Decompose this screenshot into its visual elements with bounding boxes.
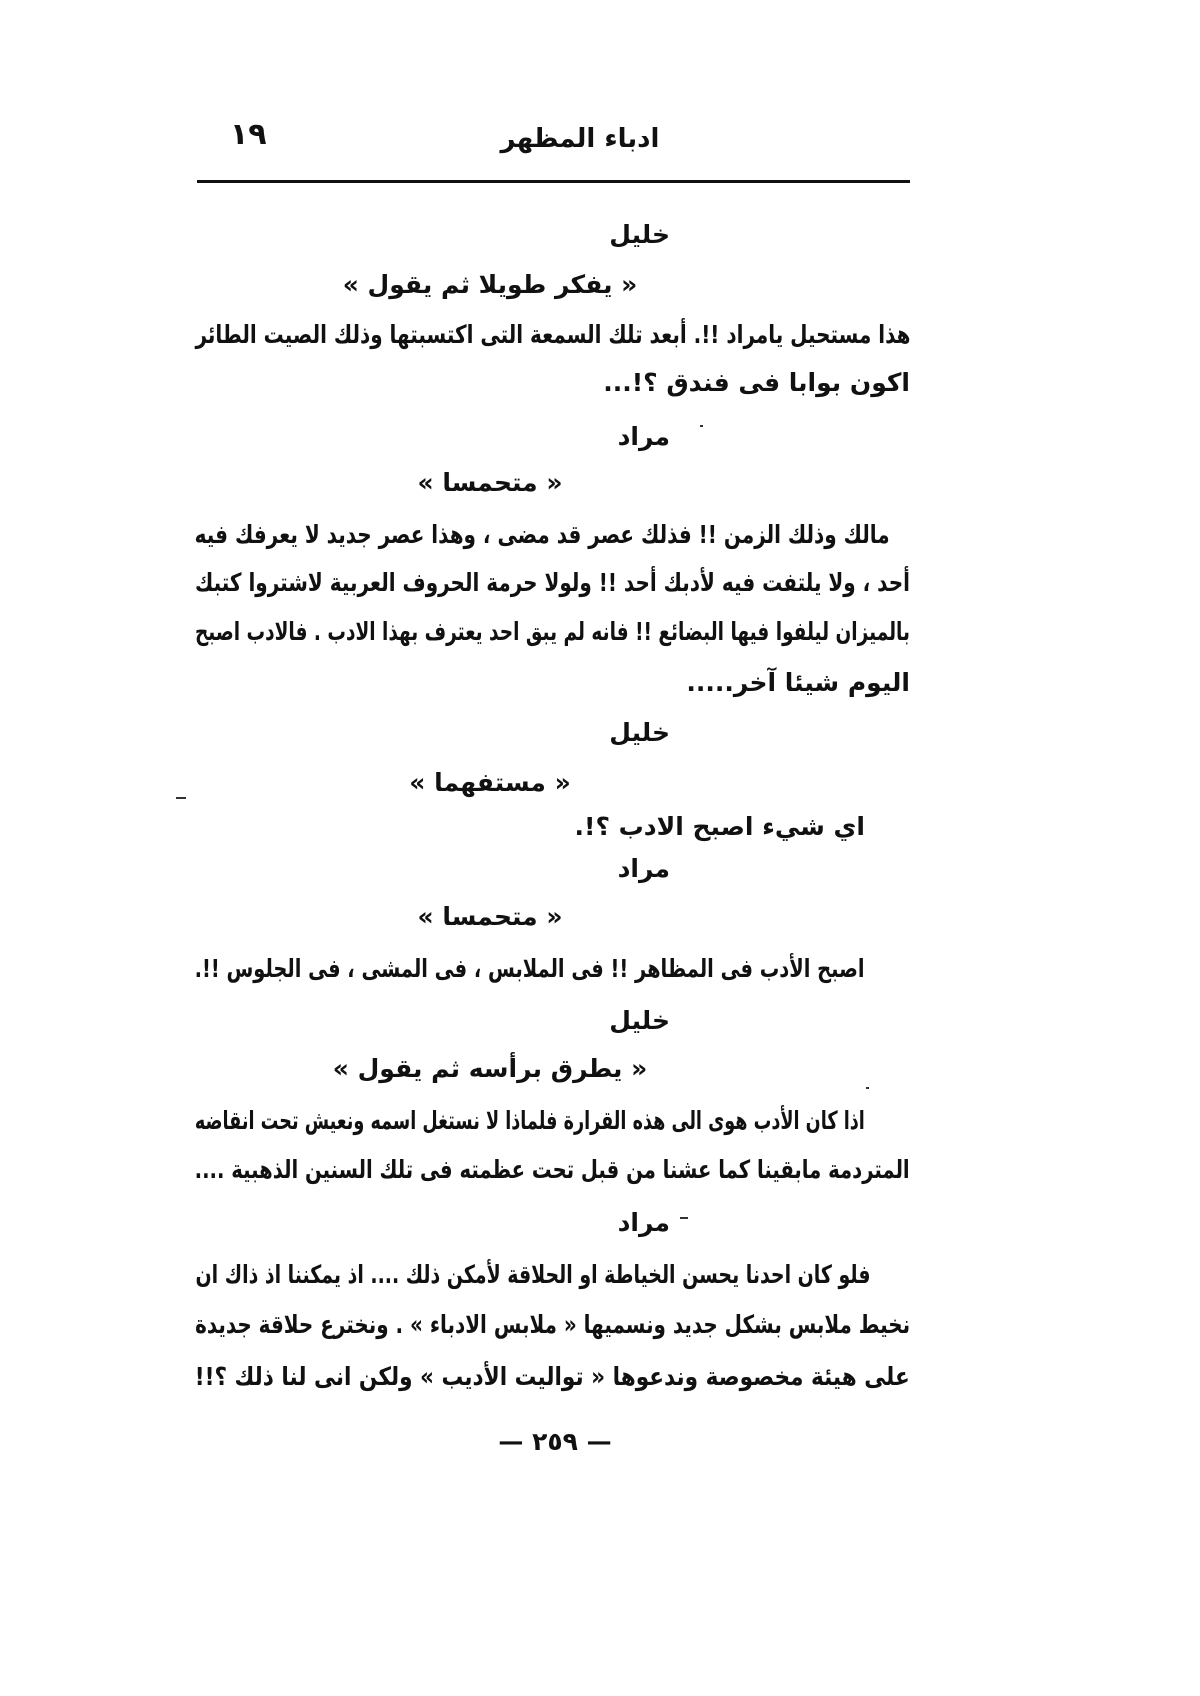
scan-speck: [700, 425, 703, 427]
text-line: اي شيء اصبح الادب ؟!.: [574, 812, 865, 841]
text-line: أحد ، ولا يلتفت فيه لأدبك أحد !! ولولا حرمة الحروف العربية لاشتروا كتبك: [195, 568, 910, 597]
scan-speck: [176, 797, 186, 799]
text-line: فلو كان احدنا يحسن الخياطة او الحلاقة لأمكن ذلك .... اذ يمكننا اذ ذاك ان: [195, 1260, 870, 1289]
scan-speck: [680, 1217, 688, 1219]
speaker-name: مراد: [617, 854, 670, 883]
stage-direction: « مستفهما »: [409, 768, 571, 797]
text-line: اليوم شيئا آخر.....: [686, 668, 910, 697]
speaker-name: خليل: [609, 1006, 670, 1035]
text-line: اذا كان الأدب هوى الى هذه القرارة فلماذا لا نستغل اسمه ونعيش تحت انقاضه: [195, 1106, 865, 1135]
running-title: ادباء المظهر: [500, 124, 660, 154]
text-line: اكون بوابا فى فندق ؟!...: [603, 368, 910, 397]
stage-direction: « يطرق برأسه ثم يقول »: [332, 1054, 648, 1083]
speaker-name: مراد: [617, 1208, 670, 1237]
page-number-bottom: — ٢٥٩ —: [498, 1427, 612, 1456]
speaker-name: خليل: [609, 718, 670, 747]
text-line: هذا مستحيل يامراد !!. أبعد تلك السمعة التى اكتسبتها وذلك الصيت الطائر: [195, 320, 910, 349]
text-line: نخيط ملابس بشكل جديد ونسميها « ملابس الادباء » . ونخترع حلاقة جديدة: [195, 1310, 910, 1339]
page-number-top: ١٩: [230, 117, 267, 152]
text-line: مالك وذلك الزمن !! فذلك عصر قد مضى ، وهذا عصر جديد لا يعرفك فيه: [195, 520, 890, 549]
stage-direction: « يفكر طويلا ثم يقول »: [342, 270, 638, 299]
text-line: على هيئة مخصوصة وندعوها « تواليت الأديب » ولكن انى لنا ذلك ؟!!: [195, 1362, 910, 1391]
speaker-name: خليل: [609, 220, 670, 249]
text-line: اصبح الأدب فى المظاهر !! فى الملابس ، فى المشى ، فى الجلوس !!.: [195, 954, 865, 983]
stage-direction: « متحمسا »: [417, 468, 563, 497]
text-line: بالميزان ليلفوا فيها البضائع !! فانه لم يبق احد يعترف بهذا الادب . فالادب اصبح: [195, 617, 910, 646]
speaker-name: مراد: [617, 422, 670, 451]
text-line: المتردمة مابقينا كما عشنا من قبل تحت عظمته فى تلك السنين الذهبية ....: [195, 1155, 910, 1184]
stage-direction: « متحمسا »: [417, 902, 563, 931]
header-rule: [197, 180, 910, 183]
scan-speck: [866, 1087, 869, 1089]
